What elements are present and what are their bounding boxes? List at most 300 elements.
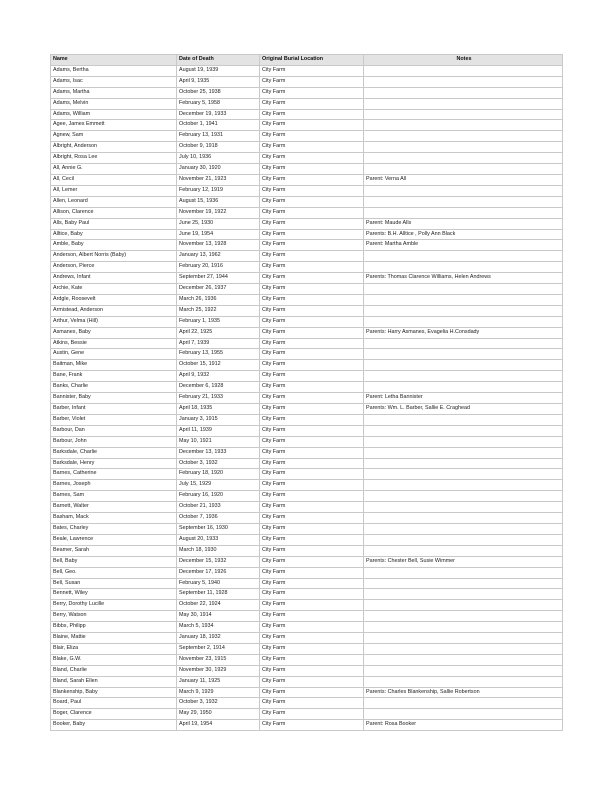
- cell-burial-location: City Farm: [260, 305, 364, 316]
- cell-notes: [364, 251, 563, 262]
- cell-name: Alls, Baby Paul: [51, 218, 177, 229]
- cell-name: Bennett, Wiley: [51, 589, 177, 600]
- table-row: [51, 164, 563, 175]
- cell-name: Anderson, Pierce: [51, 262, 177, 273]
- cell-notes: [364, 665, 563, 676]
- cell-notes: [364, 414, 563, 425]
- cell-burial-location: City Farm: [260, 393, 364, 404]
- cell-notes: [364, 469, 563, 480]
- cell-name: Basham, Mack: [51, 513, 177, 524]
- cell-name: All, Lemer: [51, 185, 177, 196]
- table-row: [51, 709, 563, 720]
- cell-date-of-death: October 3, 1932: [177, 698, 260, 709]
- cell-name: Allison, Clarence: [51, 207, 177, 218]
- cell-notes: [364, 633, 563, 644]
- cell-name: Bannister, Baby: [51, 393, 177, 404]
- table-row: [51, 469, 563, 480]
- table-row: [51, 676, 563, 687]
- cell-burial-location: City Farm: [260, 360, 364, 371]
- cell-notes: [364, 491, 563, 502]
- cell-notes: [364, 676, 563, 687]
- table-row: [51, 589, 563, 600]
- table-row: [51, 720, 563, 731]
- cell-notes: [364, 305, 563, 316]
- table-row: [51, 240, 563, 251]
- cell-notes: [364, 207, 563, 218]
- cell-burial-location: City Farm: [260, 502, 364, 513]
- cell-date-of-death: November 19, 1922: [177, 207, 260, 218]
- table-row: [51, 491, 563, 502]
- cell-burial-location: City Farm: [260, 447, 364, 458]
- cell-date-of-death: September 27, 1944: [177, 273, 260, 284]
- cell-notes: [364, 65, 563, 76]
- cell-date-of-death: November 13, 1928: [177, 240, 260, 251]
- cell-notes: [364, 87, 563, 98]
- cell-burial-location: City Farm: [260, 720, 364, 731]
- cell-name: Agnew, Sam: [51, 131, 177, 142]
- cell-notes: Parent: Verna All: [364, 174, 563, 185]
- table-row: [51, 687, 563, 698]
- cell-notes: [364, 196, 563, 207]
- table-row: [51, 360, 563, 371]
- cell-date-of-death: September 2, 1914: [177, 643, 260, 654]
- cell-date-of-death: October 9, 1918: [177, 142, 260, 153]
- cell-name: Boger, Clarence: [51, 709, 177, 720]
- cell-burial-location: City Farm: [260, 480, 364, 491]
- cell-name: Barber, Infant: [51, 404, 177, 415]
- table-row: [51, 76, 563, 87]
- table-row: [51, 414, 563, 425]
- cell-date-of-death: May 30, 1914: [177, 611, 260, 622]
- cell-notes: [364, 534, 563, 545]
- cell-date-of-death: December 26, 1937: [177, 284, 260, 295]
- cell-date-of-death: August 15, 1936: [177, 196, 260, 207]
- cell-name: Bland, Sarah Ellen: [51, 676, 177, 687]
- cell-date-of-death: February 13, 1931: [177, 131, 260, 142]
- cell-date-of-death: March 25, 1922: [177, 305, 260, 316]
- cell-name: Blair, Eliza: [51, 643, 177, 654]
- cell-name: Allen, Leonard: [51, 196, 177, 207]
- cell-name: Barbour, Dan: [51, 425, 177, 436]
- cell-date-of-death: April 22, 1925: [177, 327, 260, 338]
- cell-notes: [364, 120, 563, 131]
- table-row: [51, 393, 563, 404]
- cell-name: Banks, Charlie: [51, 382, 177, 393]
- cell-date-of-death: April 11, 1939: [177, 425, 260, 436]
- cell-notes: Parent: Rosa Booker: [364, 720, 563, 731]
- column-header-date-of-death: Date of Death: [177, 55, 260, 66]
- cell-notes: [364, 109, 563, 120]
- cell-notes: [364, 294, 563, 305]
- cell-notes: Parents: B.H. Alltice , Polly Ann Black: [364, 229, 563, 240]
- cell-burial-location: City Farm: [260, 709, 364, 720]
- cell-name: Barksdale, Charlie: [51, 447, 177, 458]
- cell-burial-location: City Farm: [260, 545, 364, 556]
- table-row: [51, 665, 563, 676]
- cell-date-of-death: November 23, 1915: [177, 654, 260, 665]
- cell-burial-location: City Farm: [260, 523, 364, 534]
- cell-date-of-death: September 11, 1928: [177, 589, 260, 600]
- cell-name: Armistead, Anderson: [51, 305, 177, 316]
- table-row: [51, 643, 563, 654]
- cell-name: Barbour, John: [51, 436, 177, 447]
- table-row: [51, 698, 563, 709]
- cell-burial-location: City Farm: [260, 153, 364, 164]
- cell-name: Adams, Bertha: [51, 65, 177, 76]
- cell-name: Blankenship, Baby: [51, 687, 177, 698]
- cell-burial-location: City Farm: [260, 676, 364, 687]
- cell-notes: [364, 284, 563, 295]
- cell-date-of-death: March 18, 1930: [177, 545, 260, 556]
- cell-notes: [364, 502, 563, 513]
- table-row: [51, 131, 563, 142]
- table-row: [51, 611, 563, 622]
- cell-notes: [364, 698, 563, 709]
- cell-burial-location: City Farm: [260, 284, 364, 295]
- cell-name: Bell, Susan: [51, 578, 177, 589]
- table-row: [51, 404, 563, 415]
- cell-burial-location: City Farm: [260, 425, 364, 436]
- cell-burial-location: City Farm: [260, 436, 364, 447]
- table-row: [51, 502, 563, 513]
- cell-burial-location: City Farm: [260, 273, 364, 284]
- cell-notes: [364, 523, 563, 534]
- cell-notes: [364, 622, 563, 633]
- cell-date-of-death: April 9, 1932: [177, 371, 260, 382]
- cell-notes: [364, 709, 563, 720]
- table-row: [51, 513, 563, 524]
- cell-date-of-death: May 29, 1950: [177, 709, 260, 720]
- cell-name: Ardgle, Roosevelt: [51, 294, 177, 305]
- table-row: [51, 436, 563, 447]
- cell-name: Atkins, Bessie: [51, 338, 177, 349]
- cell-burial-location: City Farm: [260, 469, 364, 480]
- cell-burial-location: City Farm: [260, 120, 364, 131]
- table-row: [51, 98, 563, 109]
- table-row: [51, 87, 563, 98]
- cell-date-of-death: December 13, 1933: [177, 447, 260, 458]
- cell-burial-location: City Farm: [260, 491, 364, 502]
- table-row: [51, 207, 563, 218]
- cell-name: Blake, G.W.: [51, 654, 177, 665]
- cell-name: Bibbs, Philipp: [51, 622, 177, 633]
- cell-name: Berry, Dorothy Lucille: [51, 600, 177, 611]
- cell-name: Andrews, Infant: [51, 273, 177, 284]
- table-row: [51, 109, 563, 120]
- table-body: [51, 65, 563, 730]
- cell-notes: [364, 578, 563, 589]
- cell-notes: [364, 436, 563, 447]
- cell-notes: [364, 153, 563, 164]
- cell-date-of-death: July 15, 1929: [177, 480, 260, 491]
- header-row: [51, 55, 563, 66]
- cell-date-of-death: June 19, 1954: [177, 229, 260, 240]
- table-row: [51, 534, 563, 545]
- cell-name: Adams, William: [51, 109, 177, 120]
- cell-name: Austin, Gene: [51, 349, 177, 360]
- table-row: [51, 556, 563, 567]
- cell-date-of-death: February 5, 1940: [177, 578, 260, 589]
- cell-name: Barksdale, Henry: [51, 458, 177, 469]
- cell-date-of-death: April 18, 1935: [177, 404, 260, 415]
- cell-burial-location: City Farm: [260, 622, 364, 633]
- cell-date-of-death: December 17, 1926: [177, 567, 260, 578]
- cell-name: Beamer, Sarah: [51, 545, 177, 556]
- cell-burial-location: City Farm: [260, 371, 364, 382]
- cell-burial-location: City Farm: [260, 665, 364, 676]
- cell-notes: [364, 480, 563, 491]
- cell-notes: [364, 98, 563, 109]
- cell-burial-location: City Farm: [260, 633, 364, 644]
- cell-burial-location: City Farm: [260, 131, 364, 142]
- cell-notes: [364, 425, 563, 436]
- cell-notes: [364, 600, 563, 611]
- cell-notes: [364, 545, 563, 556]
- table-row: [51, 142, 563, 153]
- table-row: [51, 600, 563, 611]
- column-header-notes: Notes: [364, 55, 563, 66]
- table-row: [51, 578, 563, 589]
- cell-date-of-death: February 21, 1933: [177, 393, 260, 404]
- cell-date-of-death: February 12, 1919: [177, 185, 260, 196]
- cell-burial-location: City Farm: [260, 240, 364, 251]
- cell-notes: [364, 338, 563, 349]
- cell-name: Bane, Frank: [51, 371, 177, 382]
- cell-notes: Parents: Chester Bell, Susie Wimmer: [364, 556, 563, 567]
- cell-date-of-death: February 18, 1920: [177, 469, 260, 480]
- cell-name: Adams, Isac: [51, 76, 177, 87]
- cell-name: Baitman, Mike: [51, 360, 177, 371]
- cell-burial-location: City Farm: [260, 142, 364, 153]
- cell-name: Bland, Charlie: [51, 665, 177, 676]
- cell-date-of-death: October 15, 1912: [177, 360, 260, 371]
- table-row: [51, 371, 563, 382]
- cell-notes: [364, 447, 563, 458]
- cell-name: Barnett, Walter: [51, 502, 177, 513]
- cell-date-of-death: March 5, 1934: [177, 622, 260, 633]
- cell-burial-location: City Farm: [260, 567, 364, 578]
- cell-date-of-death: October 1, 1941: [177, 120, 260, 131]
- cell-notes: [364, 513, 563, 524]
- cell-burial-location: City Farm: [260, 643, 364, 654]
- table-row: [51, 174, 563, 185]
- cell-notes: Parent: Maude Alls: [364, 218, 563, 229]
- cell-notes: Parent: Letha Bannister: [364, 393, 563, 404]
- cell-burial-location: City Farm: [260, 600, 364, 611]
- table-row: [51, 480, 563, 491]
- cell-name: Barber, Violet: [51, 414, 177, 425]
- cell-date-of-death: November 30, 1929: [177, 665, 260, 676]
- table-row: [51, 458, 563, 469]
- cell-name: All, Cecil: [51, 174, 177, 185]
- cell-date-of-death: May 10, 1921: [177, 436, 260, 447]
- table-row: [51, 545, 563, 556]
- cell-burial-location: City Farm: [260, 196, 364, 207]
- cell-date-of-death: August 19, 1939: [177, 65, 260, 76]
- cell-name: Berry, Watson: [51, 611, 177, 622]
- cell-date-of-death: September 16, 1930: [177, 523, 260, 534]
- cell-date-of-death: April 19, 1954: [177, 720, 260, 731]
- cell-name: Barnes, Joseph: [51, 480, 177, 491]
- cell-name: All, Annie G.: [51, 164, 177, 175]
- table-row: [51, 284, 563, 295]
- cell-notes: [364, 131, 563, 142]
- cell-burial-location: City Farm: [260, 611, 364, 622]
- table-row: [51, 622, 563, 633]
- table-row: [51, 654, 563, 665]
- cell-burial-location: City Farm: [260, 164, 364, 175]
- cell-burial-location: City Farm: [260, 327, 364, 338]
- cell-name: Board, Paul: [51, 698, 177, 709]
- cell-name: Barnes, Catherine: [51, 469, 177, 480]
- cell-date-of-death: June 25, 1930: [177, 218, 260, 229]
- cell-date-of-death: October 3, 1932: [177, 458, 260, 469]
- cell-notes: [364, 611, 563, 622]
- cell-notes: [364, 371, 563, 382]
- cell-date-of-death: January 30, 1920: [177, 164, 260, 175]
- cell-notes: [364, 349, 563, 360]
- cell-burial-location: City Farm: [260, 349, 364, 360]
- cell-burial-location: City Farm: [260, 534, 364, 545]
- cell-notes: [364, 185, 563, 196]
- cell-notes: [364, 382, 563, 393]
- cell-date-of-death: January 18, 1932: [177, 633, 260, 644]
- cell-date-of-death: February 13, 1955: [177, 349, 260, 360]
- cell-date-of-death: November 21, 1923: [177, 174, 260, 185]
- cell-date-of-death: October 22, 1924: [177, 600, 260, 611]
- cell-notes: [364, 458, 563, 469]
- cell-notes: [364, 164, 563, 175]
- cell-burial-location: City Farm: [260, 174, 364, 185]
- cell-name: Beale, Lawrence: [51, 534, 177, 545]
- cell-name: Booker, Baby: [51, 720, 177, 731]
- cell-date-of-death: March 9, 1929: [177, 687, 260, 698]
- cell-date-of-death: February 20, 1916: [177, 262, 260, 273]
- table-row: [51, 327, 563, 338]
- cell-burial-location: City Farm: [260, 229, 364, 240]
- cell-burial-location: City Farm: [260, 382, 364, 393]
- cell-burial-location: City Farm: [260, 589, 364, 600]
- cell-name: Arthur, Velma (Hill): [51, 316, 177, 327]
- table-row: [51, 251, 563, 262]
- cell-name: Asmanes, Baby: [51, 327, 177, 338]
- cell-name: Agee, James Emmett: [51, 120, 177, 131]
- cell-burial-location: City Farm: [260, 654, 364, 665]
- cell-notes: Parents: Harry Asmanes, Evagelia H.Consdady: [364, 327, 563, 338]
- cell-burial-location: City Farm: [260, 98, 364, 109]
- table-row: [51, 196, 563, 207]
- cell-burial-location: City Farm: [260, 556, 364, 567]
- table-row: [51, 316, 563, 327]
- table-row: [51, 65, 563, 76]
- table-row: [51, 262, 563, 273]
- cell-burial-location: City Farm: [260, 687, 364, 698]
- cell-burial-location: City Farm: [260, 65, 364, 76]
- cell-name: Blaine, Mattie: [51, 633, 177, 644]
- cell-name: Adams, Martha: [51, 87, 177, 98]
- cell-burial-location: City Farm: [260, 294, 364, 305]
- cell-notes: [364, 589, 563, 600]
- cell-burial-location: City Farm: [260, 578, 364, 589]
- cell-date-of-death: February 16, 1920: [177, 491, 260, 502]
- cell-date-of-death: October 25, 1938: [177, 87, 260, 98]
- cell-burial-location: City Farm: [260, 513, 364, 524]
- cell-name: Bell, Geo.: [51, 567, 177, 578]
- cell-burial-location: City Farm: [260, 458, 364, 469]
- table-row: [51, 218, 563, 229]
- cell-date-of-death: April 9, 1935: [177, 76, 260, 87]
- column-header-original-burial-location: Original Burial Location: [260, 55, 364, 66]
- table-row: [51, 447, 563, 458]
- cell-date-of-death: January 13, 1962: [177, 251, 260, 262]
- cell-burial-location: City Farm: [260, 316, 364, 327]
- cell-notes: [364, 360, 563, 371]
- cell-date-of-death: February 1, 1935: [177, 316, 260, 327]
- table-row: [51, 294, 563, 305]
- cell-date-of-death: February 5, 1958: [177, 98, 260, 109]
- cell-burial-location: City Farm: [260, 87, 364, 98]
- table-row: [51, 305, 563, 316]
- cell-name: Alltice, Baby: [51, 229, 177, 240]
- cell-date-of-death: December 6, 1928: [177, 382, 260, 393]
- table-row: [51, 229, 563, 240]
- cell-notes: [364, 142, 563, 153]
- cell-notes: Parents: Charles Blankenship, Sallie Robertson: [364, 687, 563, 698]
- table-row: [51, 567, 563, 578]
- table-row: [51, 425, 563, 436]
- cell-burial-location: City Farm: [260, 207, 364, 218]
- cell-name: Amble, Baby: [51, 240, 177, 251]
- cell-date-of-death: October 21, 1933: [177, 502, 260, 513]
- cell-burial-location: City Farm: [260, 338, 364, 349]
- cell-notes: [364, 76, 563, 87]
- cell-burial-location: City Farm: [260, 185, 364, 196]
- cell-date-of-death: August 20, 1933: [177, 534, 260, 545]
- cell-burial-location: City Farm: [260, 262, 364, 273]
- cell-name: Albright, Rosa Lee: [51, 153, 177, 164]
- table-row: [51, 185, 563, 196]
- cell-date-of-death: January 3, 1915: [177, 414, 260, 425]
- cell-notes: [364, 643, 563, 654]
- table-row: [51, 633, 563, 644]
- cell-date-of-death: April 7, 1939: [177, 338, 260, 349]
- cell-name: Albright, Anderson: [51, 142, 177, 153]
- cell-date-of-death: January 11, 1925: [177, 676, 260, 687]
- cell-burial-location: City Farm: [260, 698, 364, 709]
- cell-notes: Parents: Wm. L. Barber, Sallie E. Craghead: [364, 404, 563, 415]
- cell-burial-location: City Farm: [260, 76, 364, 87]
- column-header-name: Name: [51, 55, 177, 66]
- cell-notes: [364, 316, 563, 327]
- cell-notes: Parent: Martha Amble: [364, 240, 563, 251]
- table-row: [51, 273, 563, 284]
- cell-name: Bell, Baby: [51, 556, 177, 567]
- table-row: [51, 349, 563, 360]
- cell-name: Archie, Kate: [51, 284, 177, 295]
- cell-notes: [364, 654, 563, 665]
- cell-date-of-death: March 26, 1936: [177, 294, 260, 305]
- cell-name: Anderson, Albert Norris (Baby): [51, 251, 177, 262]
- cell-burial-location: City Farm: [260, 109, 364, 120]
- cell-name: Barnes, Sam: [51, 491, 177, 502]
- cell-notes: [364, 567, 563, 578]
- table-row: [51, 338, 563, 349]
- cell-name: Adams, Melvin: [51, 98, 177, 109]
- cell-notes: [364, 262, 563, 273]
- burial-records-table: [50, 54, 563, 731]
- table-row: [51, 153, 563, 164]
- table-row: [51, 120, 563, 131]
